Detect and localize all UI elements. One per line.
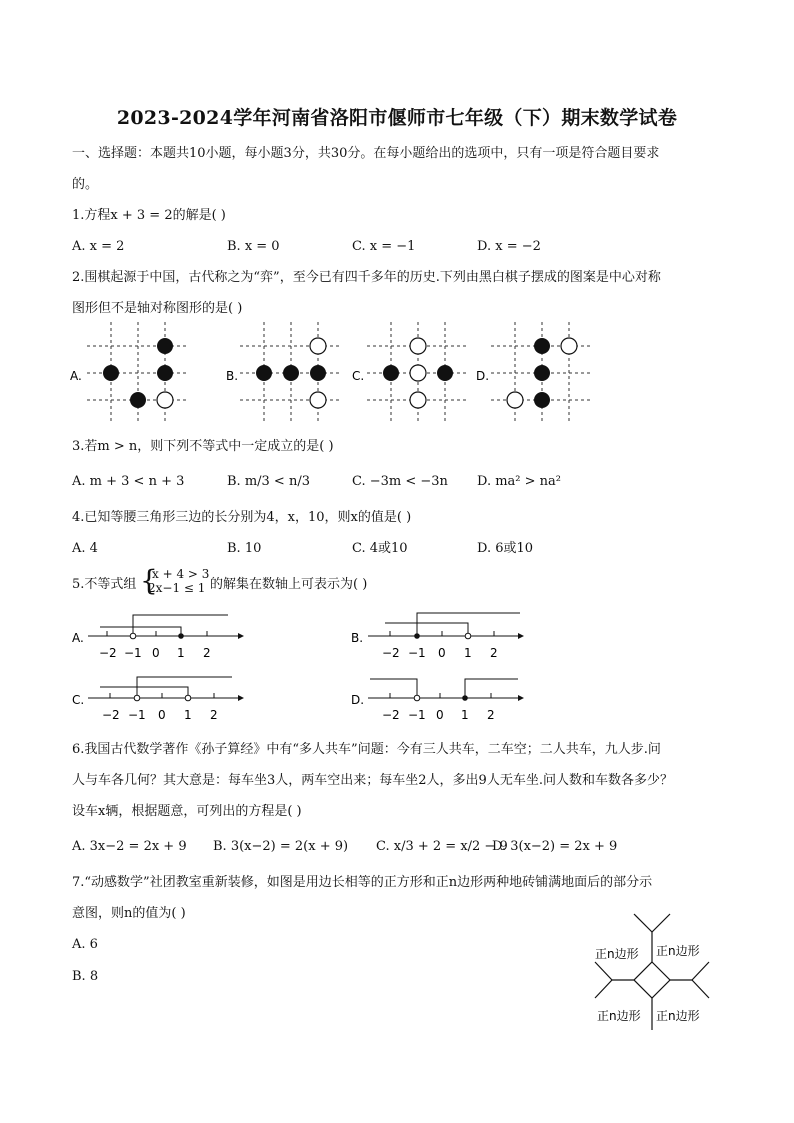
q5-brace: { — [140, 564, 158, 597]
q2-label-a: A. — [70, 369, 82, 383]
q3-option-b: B. m/3 < n/3 — [227, 474, 310, 489]
q6-option-c: C. x/3 + 2 = x/2 − 9 — [376, 839, 508, 854]
q5-label-d: D. — [351, 693, 365, 707]
q5-line-b — [368, 613, 524, 660]
q3-option-c: C. −3m < −3n — [352, 474, 448, 489]
q5-stem-prefix: 5.不等式组 — [72, 577, 137, 592]
q4-option-d: D. 6或10 — [477, 541, 534, 556]
q6-option-b: B. 3(x−2) = 2(x + 9) — [213, 839, 349, 854]
q7-figure-label-bottom-right: 正n边形 — [656, 1009, 700, 1023]
q5-c-tick-1: 1 — [184, 708, 192, 722]
q2-label-d: D. — [476, 369, 490, 383]
q5-d-tick-n2: −2 — [382, 708, 400, 722]
q3-option-d: D. ma² > na² — [477, 474, 562, 489]
q1-option-d: D. x = −2 — [477, 239, 541, 254]
q7-option-b: B. 8 — [72, 969, 99, 984]
q5-d-tick-0: 0 — [436, 708, 444, 722]
q5-b-tick-2: 2 — [490, 646, 498, 660]
q4-option-c: C. 4或10 — [352, 541, 408, 556]
q4-option-b: B. 10 — [227, 541, 262, 556]
page-title: 2023-2024学年河南省洛阳市偃师市七年级（下）期末数学试卷 — [116, 107, 678, 129]
q2-stem-line1: 2.围棋起源于中国，古代称之为“弈”，至今已有四千多年的历史.下列由黑白棋子摆成的图案是中心对称 — [72, 270, 661, 285]
q5-c-tick-n2: −2 — [102, 708, 120, 722]
q7-figure-label-top-right: 正n边形 — [656, 944, 700, 958]
q2-label-b: B. — [226, 369, 239, 383]
q5-a-tick-n2: −2 — [99, 646, 117, 660]
q5-b-tick-0: 0 — [438, 646, 446, 660]
q5-a-tick-1: 1 — [177, 646, 185, 660]
q5-d-tick-2: 2 — [487, 708, 495, 722]
q5-inequality-2: 2x−1 ≤ 1 — [148, 581, 206, 595]
q3-stem: 3.若m > n，则下列不等式中一定成立的是( ) — [72, 439, 334, 454]
q3-option-a: A. m + 3 < n + 3 — [72, 474, 185, 489]
q2-label-c: C. — [352, 369, 365, 383]
q6-option-d: D. 3(x−2) = 2x + 9 — [492, 839, 618, 854]
q7-figure-label-top-left: 正n边形 — [595, 947, 639, 961]
q5-d-tick-n1: −1 — [408, 708, 426, 722]
q5-b-tick-1: 1 — [464, 646, 472, 660]
q7-tiling-figure — [585, 910, 720, 1035]
q6-stem-line2: 人与车各几何？其大意是：每车坐3人，两车空出来；每车坐2人，多出9人无车坐.问人数和车数各多少？ — [72, 773, 673, 788]
q6-stem-line1: 6.我国古代数学著作《孙子算经》中有“多人共车”问题：今有三人共车，二车空；二人共车，九人步.问 — [72, 742, 661, 757]
q5-line-d — [368, 679, 524, 722]
q6-stem-line3: 设车x辆，根据题意，可列出的方程是( ) — [72, 804, 302, 819]
section-heading-line2: 的。 — [72, 177, 99, 192]
q5-d-tick-1: 1 — [461, 708, 469, 722]
q2-figure-b — [240, 322, 342, 422]
q5-a-tick-0: 0 — [152, 646, 160, 660]
q5-a-tick-2: 2 — [203, 646, 211, 660]
q6-option-a: A. 3x−2 = 2x + 9 — [72, 839, 187, 854]
q7-option-a: A. 6 — [72, 937, 98, 952]
q5-line-a — [88, 615, 244, 660]
section-heading-line1: 一、选择题：本题共10小题，每小题3分，共30分。在每小题给出的选项中，只有一项是符合题目要求 — [72, 146, 660, 161]
q7-stem-line1: 7.“动感数学”社团教室重新装修，如图是用边长相等的正方形和正n边形两种地砖铺满地面后的部分示 — [72, 875, 653, 890]
q1-option-b: B. x = 0 — [227, 239, 280, 254]
q5-c-tick-2: 2 — [210, 708, 218, 722]
q1-option-c: C. x = −1 — [352, 239, 416, 254]
q2-figures — [70, 322, 610, 432]
q5-line-c — [88, 677, 244, 722]
q2-figure-a — [87, 322, 189, 422]
q4-stem: 4.已知等腰三角形三边的长分别为4，x，10，则x的值是( ) — [72, 510, 412, 525]
q5-inequality-1: x + 4 > 3 — [152, 567, 210, 581]
q5-stem-suffix: 的解集在数轴上可表示为( ) — [210, 577, 368, 592]
q1-option-a: A. x = 2 — [72, 239, 125, 254]
q5-c-tick-0: 0 — [158, 708, 166, 722]
q1-stem: 1.方程x + 3 = 2的解是( ) — [72, 208, 226, 223]
q5-number-lines — [70, 605, 550, 725]
q2-figure-d — [491, 322, 593, 422]
q5-c-tick-n1: −1 — [128, 708, 146, 722]
q5-b-tick-n2: −2 — [382, 646, 400, 660]
q5-a-tick-n1: −1 — [124, 646, 142, 660]
q2-stem-line2: 图形但不是轴对称图形的是( ) — [72, 301, 243, 316]
q7-figure-label-bottom-left: 正n边形 — [597, 1009, 641, 1023]
q5-label-c: C. — [72, 693, 85, 707]
q7-stem-line2: 意图，则n的值为( ) — [72, 906, 186, 921]
q5-label-a: A. — [72, 631, 84, 645]
q2-figure-c — [367, 322, 469, 422]
q4-option-a: A. 4 — [72, 541, 98, 556]
q5-b-tick-n1: −1 — [408, 646, 426, 660]
q5-label-b: B. — [351, 631, 364, 645]
